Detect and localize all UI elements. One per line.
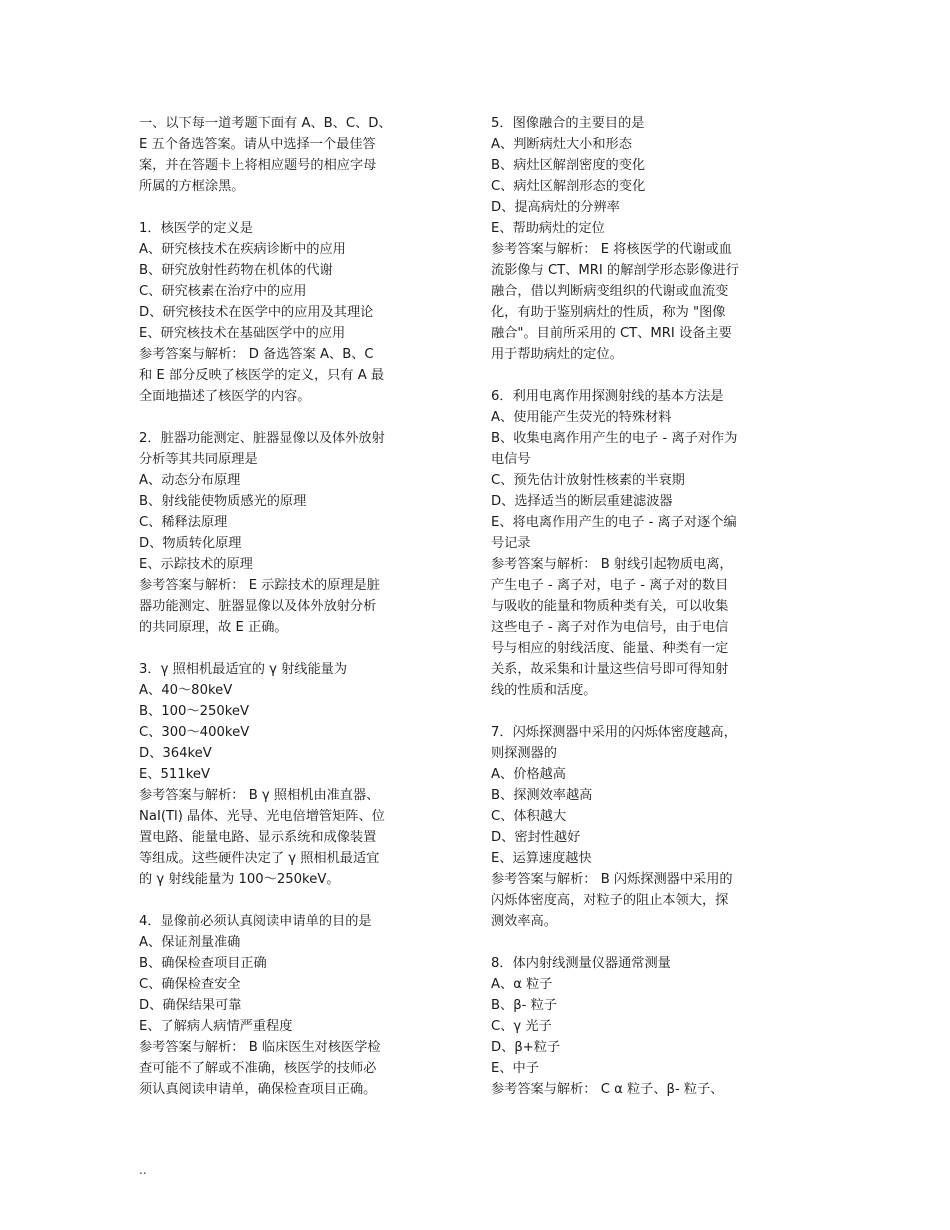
- question-block: [139, 113, 439, 197]
- text-line: 测效率高。: [491, 914, 557, 929]
- footer-mark: ..: [139, 1163, 147, 1177]
- text-line: 所属的方框涂黑。: [139, 179, 245, 194]
- text-line: 线的性质和活度。: [491, 683, 597, 698]
- text-line: 等组成。这些硬件决定了 γ 照相机最适宜: [139, 851, 380, 866]
- text-line: D、确保结果可靠: [139, 998, 242, 1013]
- text-line: D、物质转化原理: [139, 536, 242, 551]
- text-line: 关系，故采集和计量这些信号即可得知射: [491, 662, 729, 677]
- text-line: 全面地描述了核医学的内容。: [139, 389, 311, 404]
- text-line: 器功能测定、脏器显像以及体外放射分析: [139, 599, 377, 614]
- text-line: A、价格越高: [491, 767, 566, 782]
- text-line: A、判断病灶大小和形态: [491, 137, 632, 152]
- text-line: B、确保检查项目正确: [139, 956, 267, 971]
- text-line: B、β- 粒子: [491, 998, 557, 1013]
- text-line: 3．γ 照相机最适宜的 γ 射线能量为: [139, 662, 348, 677]
- text-line: A、保证剂量准确: [139, 935, 241, 950]
- question-block: [491, 722, 791, 932]
- text-line: 参考答案与解析： E 示踪技术的原理是脏: [139, 578, 380, 593]
- text-line: 参考答案与解析： B 射线引起物质电离，: [491, 557, 733, 572]
- text-line: 与吸收的能量和物质种类有关，可以收集: [491, 599, 729, 614]
- text-line: D、β+粒子: [491, 1040, 561, 1055]
- text-line: 分析等其共同原理是: [139, 452, 258, 467]
- text-line: 2．脏器功能测定、脏器显像以及体外放射: [139, 431, 385, 446]
- text-line: 融合"。目前所采用的 CT、MRI 设备主要: [491, 326, 732, 341]
- text-line: 产生电子 - 离子对，电子 - 离子对的数目: [491, 578, 729, 593]
- text-line: 须认真阅读申请单，确保检查项目正确。: [139, 1082, 377, 1097]
- text-line: D、364keV: [139, 746, 212, 761]
- text-line: A、40～80keV: [139, 683, 233, 698]
- text-line: 融合，借以判断病变组织的代谢或血流变: [491, 284, 729, 299]
- question-block: [491, 113, 791, 365]
- text-line: C、病灶区解剖形态的变化: [491, 179, 646, 194]
- left-column: [139, 113, 439, 1121]
- text-line: 5．图像融合的主要目的是: [491, 116, 645, 131]
- text-line: D、研究核技术在医学中的应用及其理论: [139, 305, 374, 320]
- right-column: [491, 113, 791, 1121]
- text-line: NaI(Tl) 晶体、光导、光电倍增管矩阵、位: [139, 809, 385, 824]
- text-line: A、研究核技术在疾病诊断中的应用: [139, 242, 346, 257]
- text-line: 和 E 部分反映了核医学的定义，只有 A 最: [139, 368, 385, 383]
- text-line: C、预先估计放射性核素的半衰期: [491, 473, 685, 488]
- text-line: 1．核医学的定义是: [139, 221, 253, 236]
- question-block: [139, 659, 439, 890]
- text-line: 7．闪烁探测器中采用的闪烁体密度越高，: [491, 725, 737, 740]
- question-block: [491, 953, 791, 1100]
- text-line: 电信号: [491, 452, 531, 467]
- text-line: E、了解病人病情严重程度: [139, 1019, 293, 1034]
- text-line: C、研究核素在治疗中的应用: [139, 284, 307, 299]
- text-line: D、密封性越好: [491, 830, 581, 845]
- text-line: 查可能不了解或不准确，核医学的技师必: [139, 1061, 377, 1076]
- question-block: [491, 386, 791, 701]
- text-line: 参考答案与解析： B γ 照相机由准直器、: [139, 788, 380, 803]
- text-line: 4．显像前必须认真阅读申请单的目的是: [139, 914, 372, 929]
- text-line: A、使用能产生荧光的特殊材料: [491, 410, 672, 425]
- text-line: E、511keV: [139, 767, 210, 782]
- text-line: A、动态分布原理: [139, 473, 241, 488]
- text-line: 一、以下每一道考题下面有 A、B、C、D、: [139, 116, 392, 131]
- text-line: E、中子: [491, 1061, 539, 1076]
- text-line: D、提高病灶的分辨率: [491, 200, 620, 215]
- text-line: B、收集电离作用产生的电子 - 离子对作为: [491, 431, 738, 446]
- text-line: 参考答案与解析： C α 粒子、β- 粒子、: [491, 1082, 724, 1097]
- text-line: D、选择适当的断层重建滤波器: [491, 494, 673, 509]
- text-line: 的共同原理，故 E 正确。: [139, 620, 288, 635]
- text-line: 流影像与 CT、MRI 的解剖学形态影像进行: [491, 263, 739, 278]
- text-line: 号记录: [491, 536, 531, 551]
- text-line: B、病灶区解剖密度的变化: [491, 158, 646, 173]
- text-line: E、示踪技术的原理: [139, 557, 253, 572]
- text-line: 参考答案与解析： B 临床医生对核医学检: [139, 1040, 381, 1055]
- text-line: E、帮助病灶的定位: [491, 221, 605, 236]
- text-line: 参考答案与解析： E 将核医学的代谢或血: [491, 242, 732, 257]
- text-line: 用于帮助病灶的定位。: [491, 347, 623, 362]
- question-block: [139, 428, 439, 638]
- text-line: B、研究放射性药物在机体的代谢: [139, 263, 333, 278]
- text-line: 闪烁体密度高，对粒子的阻止本领大，探: [491, 893, 729, 908]
- text-line: C、γ 光子: [491, 1019, 552, 1034]
- text-line: C、稀释法原理: [139, 515, 228, 530]
- text-line: 置电路、能量电路、显示系统和成像装置: [139, 830, 377, 845]
- question-block: [139, 911, 439, 1100]
- text-line: 化，有助于鉴别病灶的性质，称为 "图像: [491, 305, 726, 320]
- text-line: E、运算速度越快: [491, 851, 592, 866]
- text-line: 这些电子 - 离子对作为电信号，由于电信: [491, 620, 729, 635]
- text-line: B、探测效率越高: [491, 788, 593, 803]
- text-line: 的 γ 射线能量为 100～250keV。: [139, 872, 340, 887]
- text-line: E、研究核技术在基础医学中的应用: [139, 326, 346, 341]
- text-line: A、α 粒子: [491, 977, 553, 992]
- text-line: B、射线能使物质感光的原理: [139, 494, 307, 509]
- text-line: B、100～250keV: [139, 704, 250, 719]
- text-line: 案，并在答题卡上将相应题号的相应字母: [139, 158, 377, 173]
- text-line: 8．体内射线测量仪器通常测量: [491, 956, 671, 971]
- text-line: E、将电离作用产生的电子 - 离子对逐个编: [491, 515, 737, 530]
- question-block: [139, 218, 439, 407]
- text-line: E 五个备选答案。请从中选择一个最佳答: [139, 137, 376, 152]
- text-line: C、300～400keV: [139, 725, 250, 740]
- text-line: 参考答案与解析： B 闪烁探测器中采用的: [491, 872, 733, 887]
- text-line: 6．利用电离作用探测射线的基本方法是: [491, 389, 724, 404]
- text-line: C、体积越大: [491, 809, 567, 824]
- text-line: 号与相应的射线活度、能量、种类有一定: [491, 641, 729, 656]
- text-line: 参考答案与解析： D 备选答案 A、B、C: [139, 347, 374, 362]
- text-line: 则探测器的: [491, 746, 557, 761]
- text-line: C、确保检查安全: [139, 977, 241, 992]
